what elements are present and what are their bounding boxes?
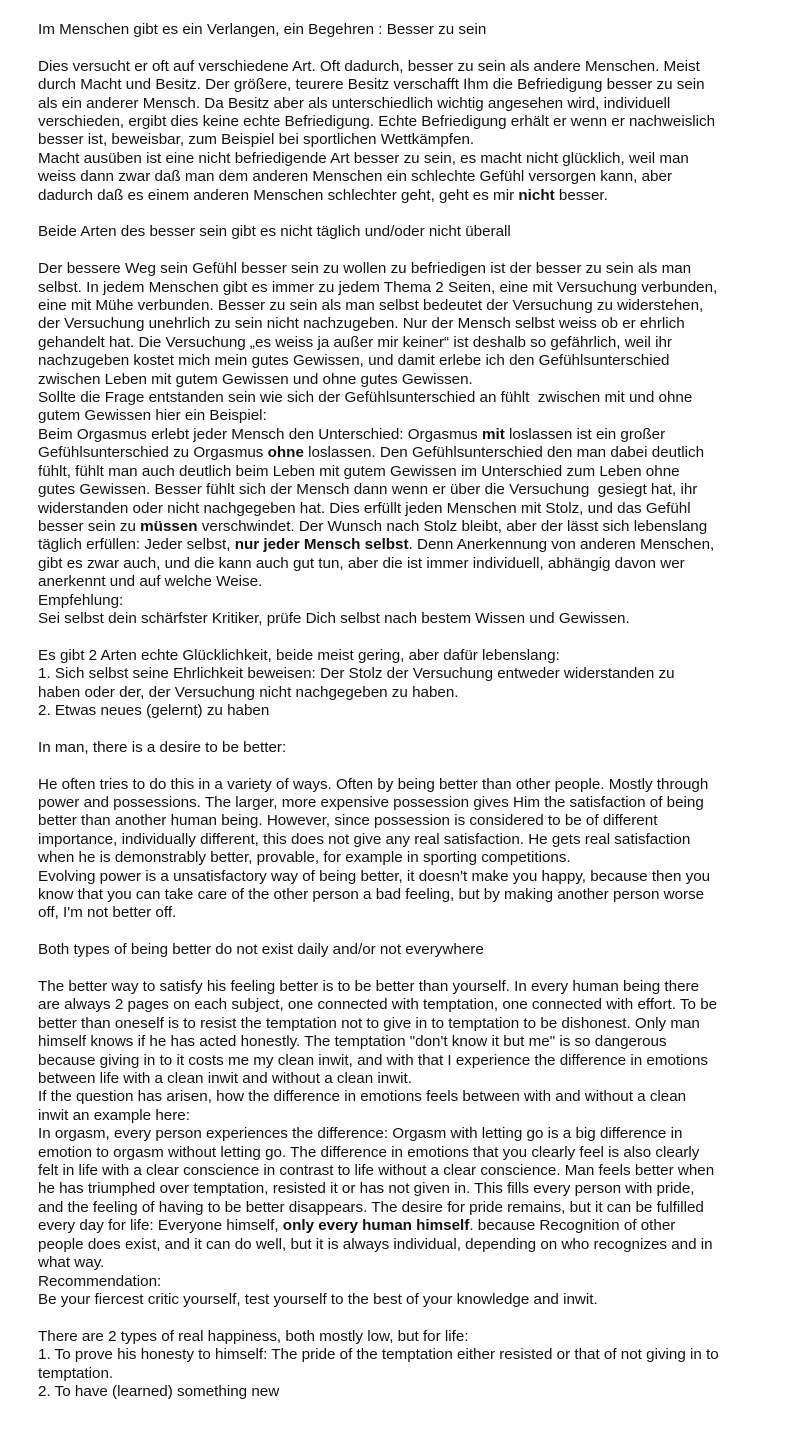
bold-text: mit: [482, 425, 505, 443]
text-line: nachzugeben kostet mich mein gutes Gewissen, und damit erlebe ich den Gefühlsunterschied: [38, 352, 670, 370]
text-segment: Gefühlsunterschied zu Orgasmus: [38, 444, 268, 462]
text-line: anerkennt und auf welche Weise.: [38, 573, 263, 591]
text-line: are always 2 pages on each subject, one connected with temptation, one connected with effort. To be: [38, 996, 718, 1014]
spacer: [38, 242, 766, 260]
text-line: gutem Gewissen hier ein Beispiel:: [38, 407, 267, 425]
text-segment: . Denn Anerkennung von anderen Menschen,: [408, 536, 715, 554]
document-page: [38, 21, 766, 1401]
text-line: eine mit Mühe verbunden. Besser zu sein als man selbst bedeutet der Versuchung zu widerstehen,: [38, 297, 704, 315]
text-line: fühlt, fühlt man auch deutlich beim Leben mit gutem Gewissen im Unterschied zum Leben ohne: [38, 462, 680, 480]
text-segment: . because Recognition of other: [469, 1217, 676, 1235]
text-line: als ein anderer Mensch. Da Besitz aber als unterschiedlich wichtig angesehen wird, individuell: [38, 94, 671, 112]
text-line: verschieden, ergibt dies keine echte Befriedigung. Echte Befriedigung erhält er wenn er nachweislich: [38, 113, 716, 131]
text-line: he has triumphed over temptation, resisted it or has not given in. This fills every person with pride,: [38, 1180, 695, 1198]
text-segment: besser sein zu: [38, 517, 141, 535]
text-line: Recommendation:: [38, 1272, 162, 1290]
text-line: 2. To have (learned) something new: [38, 1382, 280, 1400]
text-line: [38, 187, 766, 205]
text-line: Es gibt 2 Arten echte Glücklichkeit, beide meist gering, aber dafür lebenslang:: [38, 646, 560, 664]
spacer: [38, 1309, 766, 1327]
german-paragraph-1: [38, 58, 766, 205]
text-line: temptation.: [38, 1364, 114, 1382]
bold-text: ohne: [267, 444, 304, 462]
bold-text: only every human himself: [282, 1217, 470, 1235]
text-line: gehandelt hat. Die Versuchung „es weiss ja außer mir keiner“ ist deshalb so gefährlich, weil ihr: [38, 333, 672, 351]
spacer: [38, 628, 766, 646]
text-line: because giving in to it costs me my clean inwit, and with that I experience the difference in emotions: [38, 1051, 709, 1069]
text-line: when he is demonstrably better, provable, for example in sporting competitions.: [38, 849, 571, 867]
text-line: and the feeling of having to be better disappears. The desire for pride remains, but it can be fulfilled: [38, 1198, 704, 1216]
spacer: [38, 757, 766, 775]
text-line: The better way to satisfy his feeling better is to be better than yourself. In every human being there: [38, 978, 700, 995]
text-line: between life with a clean inwit and without a clean inwit.: [38, 1070, 412, 1088]
text-line: durch Macht und Besitz. Der größere, teurere Besitz verschafft Ihm die Befriedigung besser zu sein: [38, 76, 705, 94]
text-line: weiss dann zwar daß man dem anderen Menschen ein schlechte Gefühl versorgen kann, aber: [38, 168, 673, 186]
bold-text: müssen: [140, 517, 198, 535]
text-segment: Beim Orgasmus erlebt jeder Mensch den Unterschied: Orgasmus: [38, 425, 482, 443]
text-line: Empfehlung:: [38, 591, 124, 609]
text-line: power and possessions. The larger, more expensive possession gives Him the satisfaction of being: [38, 793, 704, 811]
english-paragraph-4: [38, 1328, 766, 1402]
spacer: [38, 39, 766, 57]
text-line: [38, 1217, 766, 1235]
text-line: haben oder der, der Versuchung nicht nachgegeben zu haben.: [38, 683, 459, 701]
text-line: better than another human being. However, since possession is considered to be of different: [38, 812, 658, 830]
text-line: Dies versucht er oft auf verschiedene Art. Oft dadurch, besser zu sein als andere Menschen. Meist: [38, 57, 700, 75]
text-line: [38, 536, 766, 554]
text-line: Der bessere Weg sein Gefühl besser sein zu wollen zu befriedigen ist der besser zu sein als man: [38, 260, 692, 278]
text-line: better than oneself is to resist the temptation not to give in to temptation to be dishonest. Only man: [38, 1014, 700, 1032]
text-line: [38, 426, 766, 444]
spacer: [38, 720, 766, 738]
german-paragraph-2: Beide Arten des besser sein gibt es nicht täglich und/oder nicht überall: [38, 223, 511, 241]
text-line: importance, individually different, this does not give any real satisfaction. He gets real satisfaction: [38, 830, 691, 848]
text-line: He often tries to do this in a variety of ways. Often by being better than other people. Mostly through: [38, 775, 709, 793]
english-paragraph-1: [38, 776, 766, 923]
text-line: Evolving power is a unsatisfactory way of being better, it doesn't make you happy, because then you: [38, 867, 711, 885]
german-paragraph-4: [38, 647, 766, 721]
text-line: people does exist, and it can do well, but it is always individual, depending on who recognizes and in: [38, 1235, 713, 1253]
spacer: [38, 923, 766, 941]
text-line: what way.: [38, 1254, 105, 1272]
text-line: gibt es zwar auch, und die kann auch gut tun, aber die ist immer individuell, abhängig davon wer: [38, 554, 685, 572]
text-segment: loslassen ist ein großer: [504, 425, 666, 443]
text-line: Sei selbst dein schärfster Kritiker, prüfe Dich selbst nach bestem Wissen und Gewissen.: [38, 609, 630, 627]
bold-text: nicht: [518, 186, 555, 204]
text-segment: täglich erfüllen: Jeder selbst,: [38, 536, 235, 554]
spacer: [38, 205, 766, 223]
text-line: besser ist, beweisbar, zum Beispiel bei sportlichen Wettkämpfen.: [38, 131, 475, 149]
bold-text: nur jeder Mensch selbst: [234, 536, 409, 554]
text-line: zwischen Leben mit gutem Gewissen und ohne gutes Gewissen.: [38, 370, 473, 388]
text-segment: verschwindet. Der Wunsch nach Stolz bleibt, aber der lässt sich lebenslang: [197, 517, 708, 535]
text-line: Be your fiercest critic yourself, test yourself to the best of your knowledge and inwit.: [38, 1290, 598, 1308]
german-paragraph-3: [38, 260, 766, 628]
spacer: [38, 960, 766, 978]
english-paragraph-3: [38, 978, 766, 1309]
text-line: inwit an example here:: [38, 1106, 190, 1124]
text-line: [38, 444, 766, 462]
text-line: [38, 518, 766, 536]
text-line: selbst. In jedem Menschen gibt es immer zu jedem Thema 2 Seiten, eine mit Versuchung verbunden,: [38, 278, 718, 296]
english-paragraph-2: Both types of being better do not exist daily and/or not everywhere: [38, 941, 484, 959]
text-line: 2. Etwas neues (gelernt) zu haben: [38, 701, 270, 719]
text-line: In orgasm, every person experiences the difference: Orgasm with letting go is a big difference in: [38, 1125, 683, 1143]
text-segment: loslassen. Den Gefühlsunterschied den man dabei deutlich: [303, 444, 705, 462]
text-line: widerstanden oder nicht nachgegeben hat. Dies erfüllt jeden Menschen mit Stolz, und das Gefühl: [38, 499, 691, 517]
text-line: There are 2 types of real happiness, both mostly low, but for life:: [38, 1327, 469, 1345]
text-segment: dadurch daß es einem anderen Menschen schlechter geht, geht es mir: [38, 186, 519, 204]
text-segment: besser.: [554, 186, 608, 204]
text-line: emotion to orgasm without letting go. The difference in emotions that you clearly feel is also clearly: [38, 1143, 700, 1161]
text-line: off, I'm not better off.: [38, 904, 177, 922]
german-heading: Im Menschen gibt es ein Verlangen, ein Begehren : Besser zu sein: [38, 21, 487, 38]
text-line: himself knows if he has acted honestly. The temptation "don't know it but me" is so dangerous: [38, 1033, 667, 1051]
text-line: Sollte die Frage entstanden sein wie sich der Gefühlsunterschied an fühlt zwischen mit und ohne: [38, 389, 693, 407]
text-line: know that you can take care of the other person a bad feeling, but by making another person worse: [38, 886, 705, 903]
text-line: 1. To prove his honesty to himself: The pride of the temptation either resisted or that of not giving in to: [38, 1346, 719, 1364]
text-segment: every day for life: Everyone himself,: [38, 1217, 283, 1235]
text-line: 1. Sich selbst seine Ehrlichkeit beweisen: Der Stolz der Versuchung entweder widerstanden zu: [38, 665, 675, 683]
text-line: der Versuchung unehrlich zu sein nicht nachzugeben. Nur der Mensch selbst weiss ob er ehrlich: [38, 315, 685, 333]
text-line: If the question has arisen, how the difference in emotions feels between with and without a clean: [38, 1088, 687, 1106]
english-heading: In man, there is a desire to be better:: [38, 738, 287, 756]
text-line: felt in life with a clear conscience in contrast to life without a clear conscience. Man feels better when: [38, 1162, 715, 1180]
text-line: Macht ausüben ist eine nicht befriedigende Art besser zu sein, es macht nicht glücklich, weil man: [38, 149, 689, 167]
text-line: gutes Gewissen. Besser fühlt sich der Mensch dann wenn er über die Versuchung gesiegt hat, ihr: [38, 481, 698, 499]
